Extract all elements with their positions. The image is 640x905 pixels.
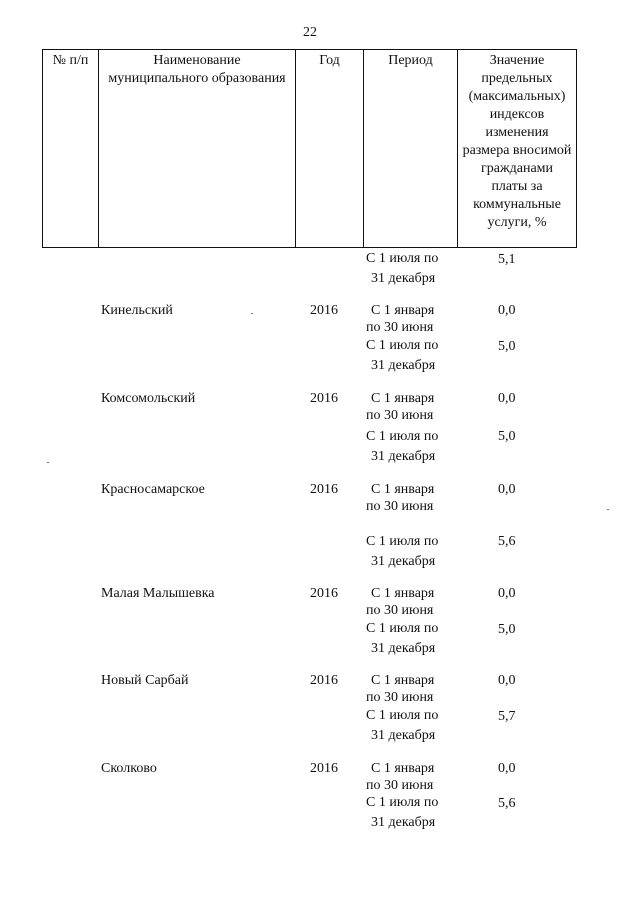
row-value-2: 5,6 <box>498 796 516 811</box>
row-value-1: 0,0 <box>498 303 516 318</box>
row-period-1-line1: С 1 января <box>371 391 435 406</box>
carryover-period-line1: С 1 июля по <box>366 251 439 266</box>
header-year: Год <box>296 50 364 248</box>
row-value-1: 0,0 <box>498 761 516 776</box>
row-value-1: 0,0 <box>498 482 516 497</box>
header-name: Наименование муниципального образования <box>99 50 296 248</box>
carryover-period-line2: 31 декабря <box>371 271 436 286</box>
row-period-1-line2: по 30 июня <box>366 499 434 514</box>
row-period-2-line1: С 1 июля по <box>366 338 439 353</box>
row-year: 2016 <box>310 391 338 406</box>
row-period-1-line1: С 1 января <box>371 673 435 688</box>
row-value-2: 5,0 <box>498 339 516 354</box>
row-value-2: 5,6 <box>498 534 516 549</box>
row-period-2-line2: 31 декабря <box>371 554 436 569</box>
row-period-1-line2: по 30 июня <box>366 320 434 335</box>
header-num: № п/п <box>43 50 99 248</box>
row-value-1: 0,0 <box>498 586 516 601</box>
row-period-2-line2: 31 декабря <box>371 728 436 743</box>
row-name: Красносамарское <box>101 482 205 497</box>
row-year: 2016 <box>310 482 338 497</box>
row-period-2-line1: С 1 июля по <box>366 621 439 636</box>
scan-speck <box>47 462 49 463</box>
row-period-2-line2: 31 декабря <box>371 358 436 373</box>
row-value-1: 0,0 <box>498 673 516 688</box>
row-period-1-line1: С 1 января <box>371 303 435 318</box>
row-period-2-line1: С 1 июля по <box>366 795 439 810</box>
row-value-2: 5,0 <box>498 429 516 444</box>
row-period-1-line1: С 1 января <box>371 482 435 497</box>
row-period-1-line2: по 30 июня <box>366 690 434 705</box>
row-period-1-line2: по 30 июня <box>366 408 434 423</box>
header-value: Значение предельных (максимальных) индексов изменения размера вносимой гражданами платы за коммунальные услуги, % <box>458 50 577 248</box>
row-value-1: 0,0 <box>498 391 516 406</box>
row-period-2-line2: 31 декабря <box>371 449 436 464</box>
row-period-2-line1: С 1 июля по <box>366 429 439 444</box>
header-period: Период <box>364 50 458 248</box>
scan-speck <box>251 313 253 314</box>
row-year: 2016 <box>310 586 338 601</box>
row-period-1-line2: по 30 июня <box>366 778 434 793</box>
row-period-2-line2: 31 декабря <box>371 815 436 830</box>
row-period-1-line1: С 1 января <box>371 761 435 776</box>
row-name: Малая Малышевка <box>101 586 215 601</box>
row-period-1-line1: С 1 января <box>371 586 435 601</box>
row-period-2-line1: С 1 июля по <box>366 534 439 549</box>
carryover-value: 5,1 <box>498 252 516 267</box>
row-name: Сколково <box>101 761 157 776</box>
row-year: 2016 <box>310 673 338 688</box>
row-year: 2016 <box>310 761 338 776</box>
page-number: 22 <box>303 25 317 40</box>
row-year: 2016 <box>310 303 338 318</box>
scan-speck <box>607 509 609 510</box>
row-value-2: 5,7 <box>498 709 516 724</box>
row-period-1-line2: по 30 июня <box>366 603 434 618</box>
row-period-2-line2: 31 декабря <box>371 641 436 656</box>
row-name: Новый Сарбай <box>101 673 189 688</box>
row-period-2-line1: С 1 июля по <box>366 708 439 723</box>
row-name: Комсомольский <box>101 391 196 406</box>
row-name: Кинельский <box>101 303 173 318</box>
table-header <box>42 49 577 248</box>
row-value-2: 5,0 <box>498 622 516 637</box>
